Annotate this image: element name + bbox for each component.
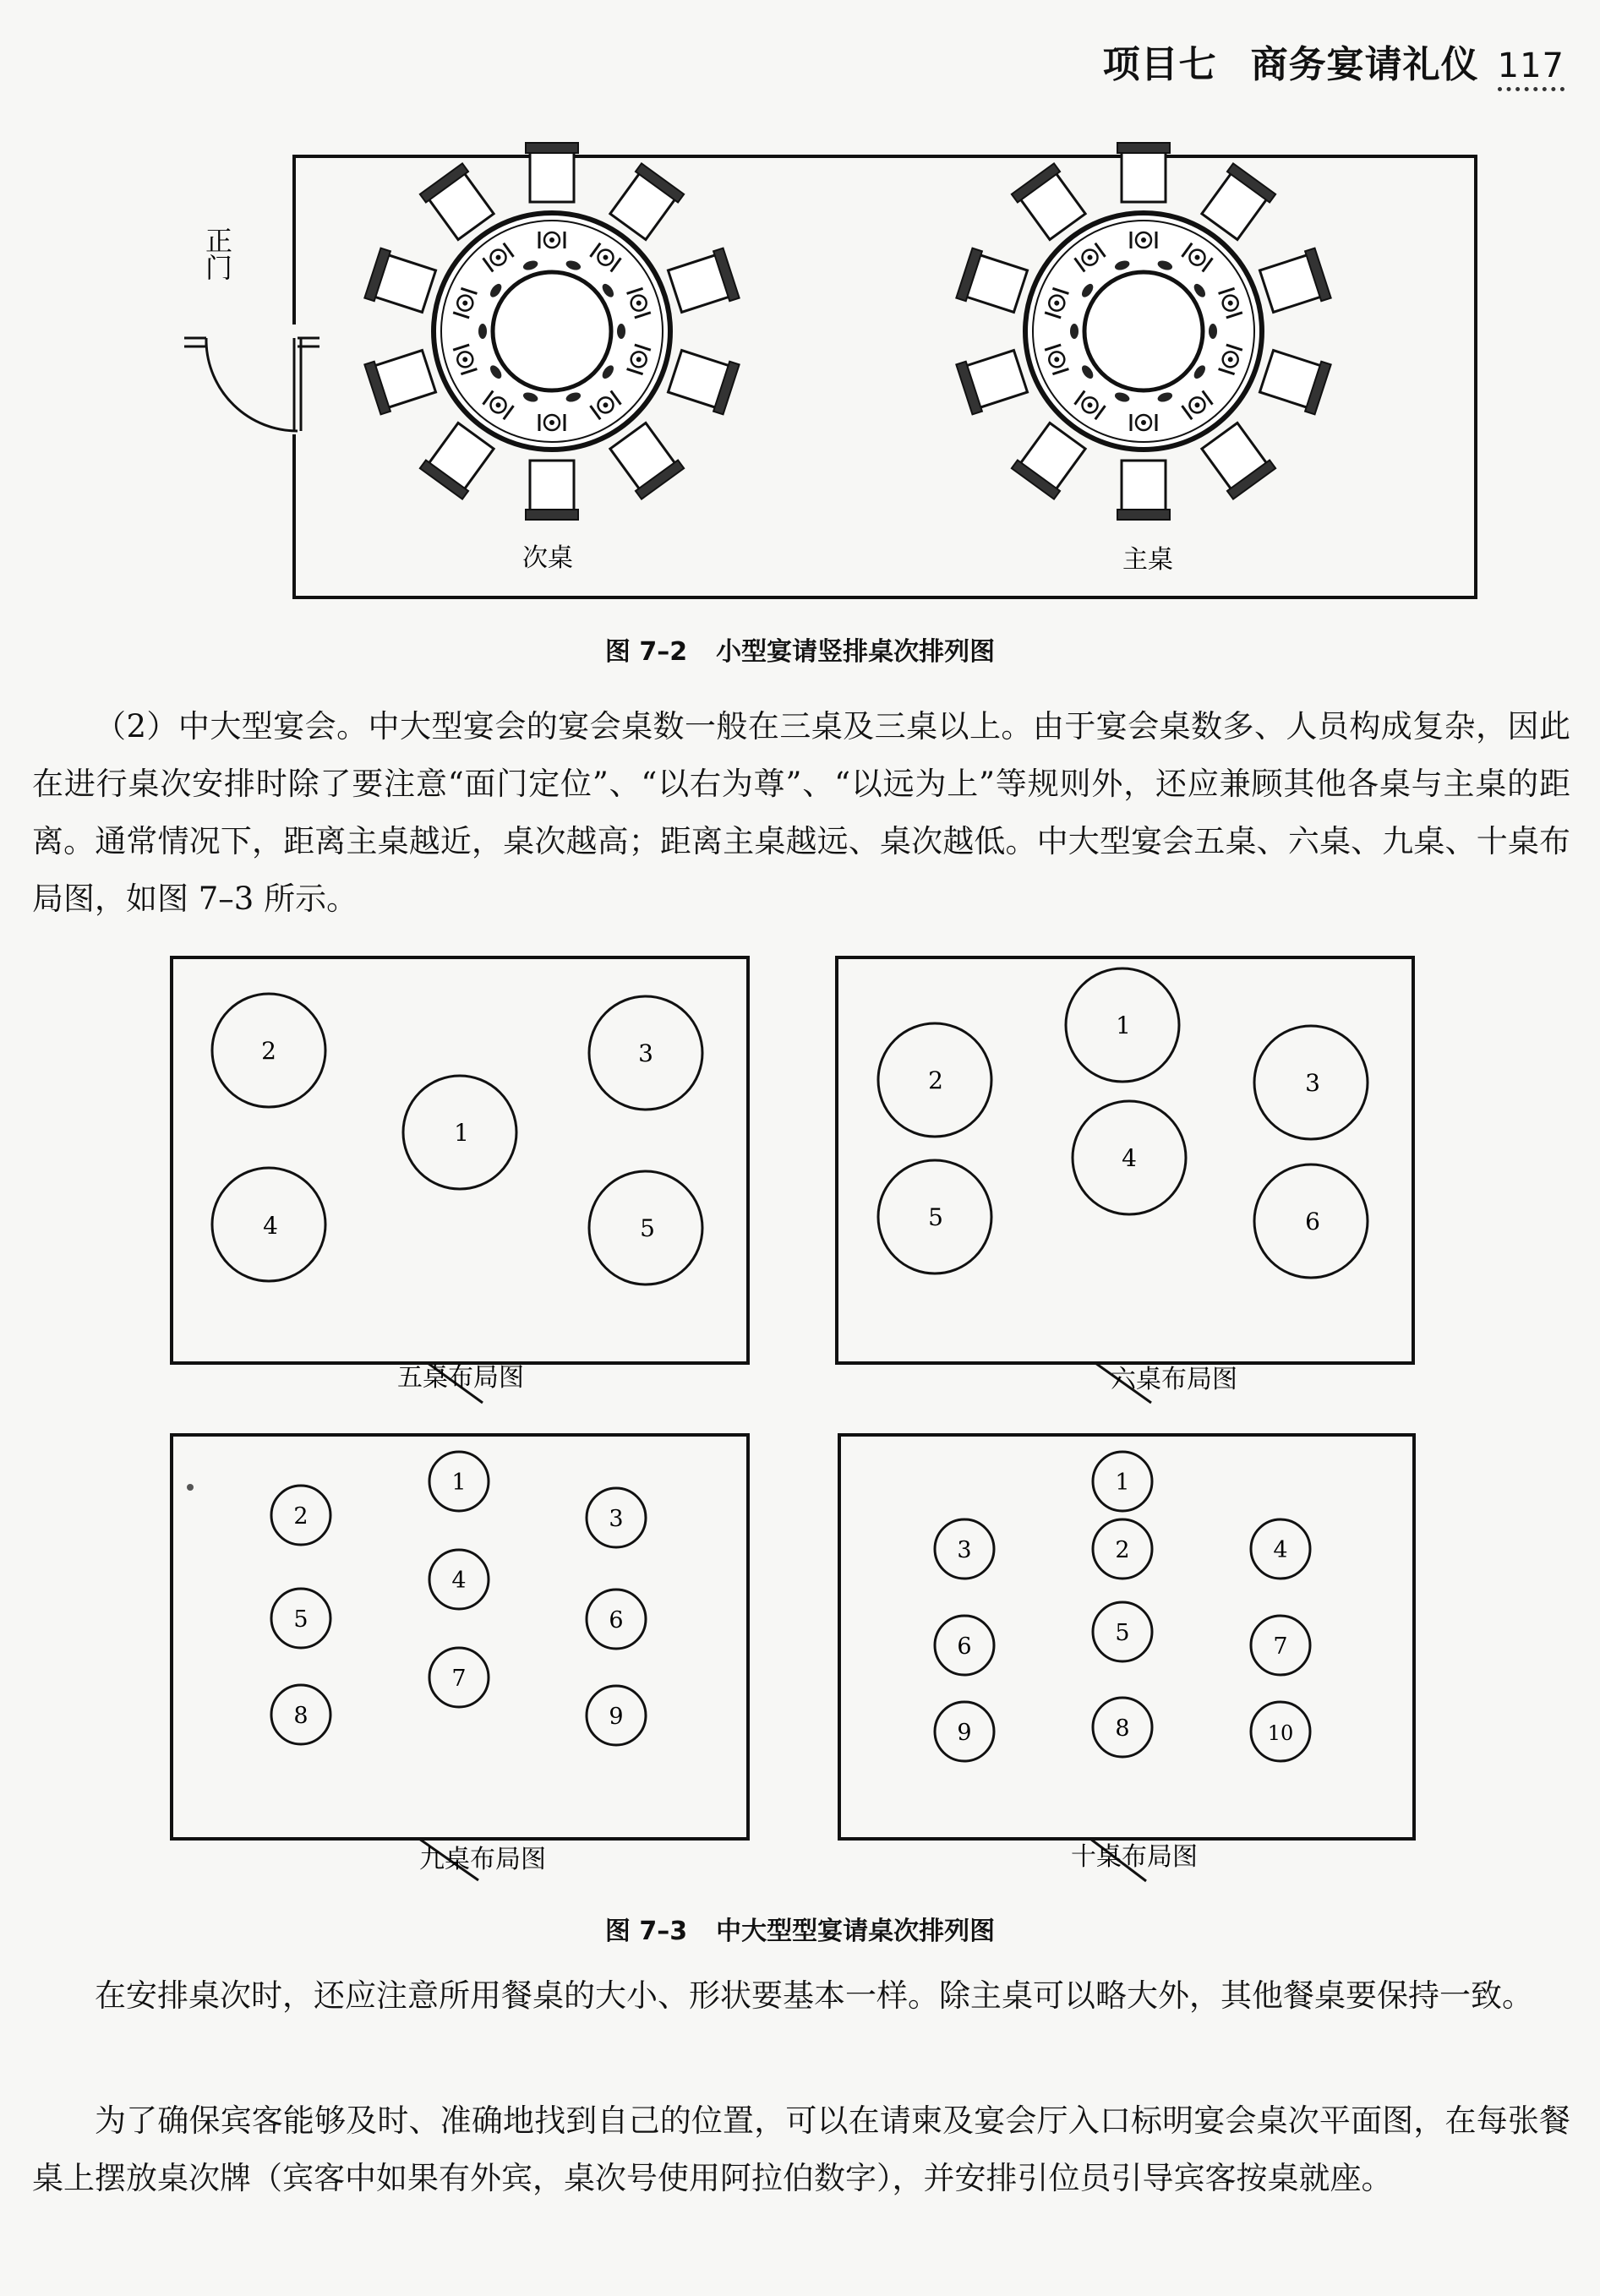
table-number: 4 — [451, 1568, 467, 1594]
chapter-label: 项目七 — [1102, 43, 1217, 86]
table-number: 6 — [957, 1633, 972, 1660]
layout-label: 五桌布局图 — [397, 1363, 524, 1393]
table-number: 4 — [1122, 1144, 1137, 1172]
table-number: 1 — [451, 1470, 467, 1496]
paragraph: 在安排桌次时，还应注意所用餐桌的大小、形状要基本一样。除主桌可以略大外，其他餐桌要保持一致。 — [95, 1977, 1533, 2014]
table-number: 6 — [1305, 1208, 1320, 1235]
table-number: 3 — [1305, 1069, 1320, 1097]
table-number: 3 — [638, 1039, 653, 1067]
main-door — [184, 324, 319, 434]
table-number: 1 — [454, 1119, 469, 1147]
caption-text: 小型宴请竖排桌次排列图 — [716, 637, 996, 667]
table-number: 9 — [609, 1704, 624, 1730]
head-table — [956, 143, 1330, 520]
table-number: 2 — [928, 1066, 943, 1094]
caption-number: 图 7–3 — [604, 1917, 688, 1946]
table-number: 7 — [451, 1666, 467, 1692]
table-number: 8 — [1115, 1715, 1130, 1742]
table-number: 8 — [293, 1703, 309, 1729]
head-table-label: 主桌 — [1122, 545, 1173, 575]
secondary-table — [364, 143, 739, 520]
ten-table-layout — [935, 1452, 1310, 1761]
table-number: 2 — [293, 1503, 309, 1530]
page-number: 117 — [1498, 46, 1565, 91]
table-number: 1 — [1116, 1012, 1131, 1039]
paragraph: （2）中大型宴会。中大型宴会的宴会桌数一般在三桌及三桌以上。由于宴会桌数多、人员构成复杂，因此在进行桌次安排时除了要注意“面门定位”、“以右为尊”、“以远为上”等规则外，还应兼顾其他各桌与主桌的距离。通常情况下，距离主桌越近，桌次越高；距离主桌越远、桌次越低。中大型宴会五桌、六桌、九桌、十桌布局图，如图 7–3 所示。 — [32, 708, 1570, 917]
six-table-layout — [878, 968, 1368, 1278]
figure-7-3 — [0, 930, 1600, 1884]
table-number: 5 — [1115, 1620, 1130, 1646]
nine-table-layout — [187, 1452, 646, 1745]
paragraph: 为了确保宾客能够及时、准确地找到自己的位置，可以在请柬及宴会厅入口标明宴会桌次平面图，在每张餐桌上摆放桌次牌（宾客中如果有外宾，桌次号使用阿拉伯数字），并安排引位员引导宾客按桌就座。 — [32, 2102, 1570, 2196]
layout-label: 六桌布局图 — [1111, 1365, 1237, 1394]
table-number: 1 — [1115, 1470, 1130, 1496]
caption-text: 中大型型宴请桌次排列图 — [716, 1917, 996, 1946]
table-number: 3 — [609, 1506, 624, 1532]
figure-7-2 — [0, 0, 1600, 608]
five-table-layout — [212, 994, 702, 1284]
table-number: 6 — [609, 1607, 624, 1633]
table-number: 2 — [1115, 1537, 1130, 1563]
table-number: 4 — [263, 1212, 278, 1240]
figure-7-3-caption — [0, 1910, 1600, 1947]
table-number: 3 — [957, 1537, 972, 1563]
table-number: 10 — [1267, 1721, 1294, 1745]
table-number: 5 — [928, 1203, 943, 1231]
caption-number: 图 7–2 — [604, 637, 688, 667]
table-number: 5 — [293, 1606, 309, 1633]
door-label: 正门 — [201, 226, 233, 281]
table-number: 9 — [957, 1720, 972, 1746]
table-number: 2 — [261, 1037, 276, 1065]
chapter-title: 商务宴请礼仪 — [1250, 43, 1479, 86]
table-number: 7 — [1273, 1633, 1288, 1660]
table-number: 5 — [640, 1214, 655, 1242]
layout-label: 九桌布局图 — [419, 1845, 546, 1874]
table-number: 4 — [1273, 1537, 1288, 1563]
figure-7-2-caption — [0, 630, 1600, 668]
layout-label: 十桌布局图 — [1071, 1842, 1198, 1872]
layout-panel-5 — [172, 957, 748, 1363]
secondary-table-label: 次桌 — [522, 543, 573, 573]
